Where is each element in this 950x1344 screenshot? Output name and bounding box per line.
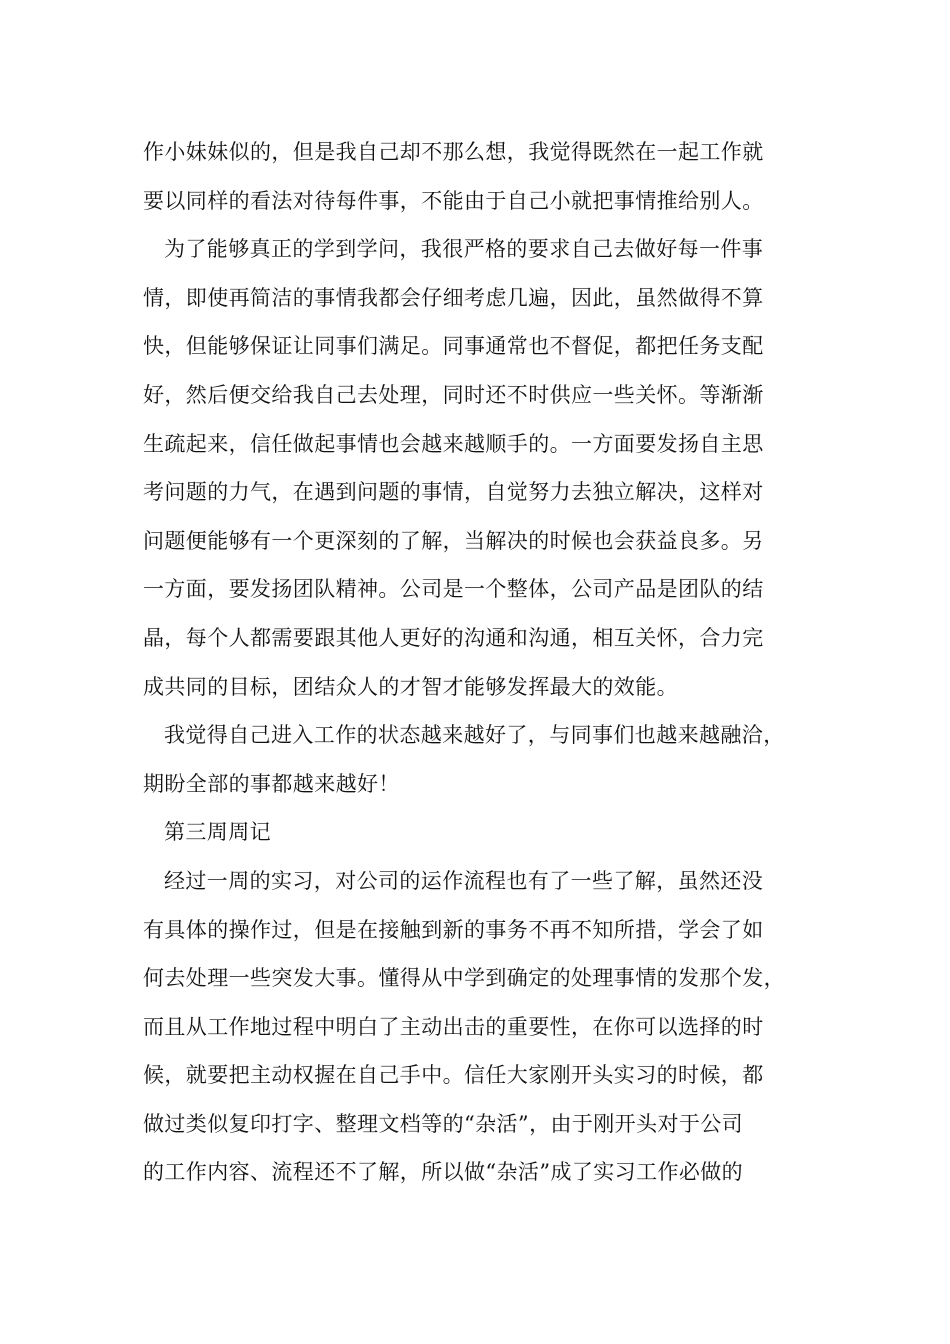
text-line: 为了能够真正的学到学问，我很严格的要求自己去做好每一件事 <box>164 237 764 262</box>
text-line: 期盼全部的事都越来越好！ <box>143 771 400 796</box>
text-line: 一方面，要发扬团队精神。公司是一个整体，公司产品是团队的结 <box>143 577 764 602</box>
text-line: 经过一周的实习，对公司的运作流程也有了一些了解，虽然还没 <box>164 868 764 893</box>
text-line: 问题便能够有一个更深刻的了解，当解决的时候也会获益良多。另 <box>143 528 764 553</box>
text-line: 做过类似复印打字、整理文档等的“杂活”，由于刚开头对于公司 <box>143 1111 744 1136</box>
text-line: 考问题的力气，在遇到问题的事情，自觉努力去独立解决，这样对 <box>143 480 764 505</box>
text-line: 要以同样的看法对待每件事，不能由于自己小就把事情推给别人。 <box>143 188 764 213</box>
text-line: 好，然后便交给我自己去处理，同时还不时供应一些关怀。等渐渐 <box>143 382 764 407</box>
text-line: 第三周周记 <box>164 820 271 845</box>
text-line: 的工作内容、流程还不了解，所以做“杂活”成了实习工作必做的 <box>143 1160 744 1185</box>
text-line: 成共同的目标，团结众人的才智才能够发挥最大的效能。 <box>143 674 678 699</box>
text-line: 何去处理一些突发大事。懂得从中学到确定的处理事情的发那个发， <box>143 966 785 991</box>
text-line: 生疏起来，信任做起事情也会越来越顺手的。一方面要发扬自主思 <box>143 431 764 456</box>
document-body <box>143 128 813 1197</box>
text-line: 有具体的操作过，但是在接触到新的事务不再不知所措，学会了如 <box>143 917 764 942</box>
text-line: 作小妹妹似的，但是我自己却不那么想，我觉得既然在一起工作就 <box>143 140 764 164</box>
text-line: 快，但能够保证让同事们满足。同事通常也不督促，都把任务支配 <box>143 334 764 359</box>
text-line: 而且从工作地过程中明白了主动出击的重要性，在你可以选择的时 <box>143 1014 764 1039</box>
text-line: 我觉得自己进入工作的状态越来越好了，与同事们也越来越融洽， <box>164 723 785 748</box>
text-line: 晶，每个人都需要跟其他人更好的沟通和沟通，相互关怀，合力完 <box>143 625 764 650</box>
text-line: 候，就要把主动权握在自己手中。信任大家刚开头实习的时候，都 <box>143 1063 764 1088</box>
text-line: 情，即使再简洁的事情我都会仔细考虑几遍，因此，虽然做得不算 <box>143 285 764 310</box>
